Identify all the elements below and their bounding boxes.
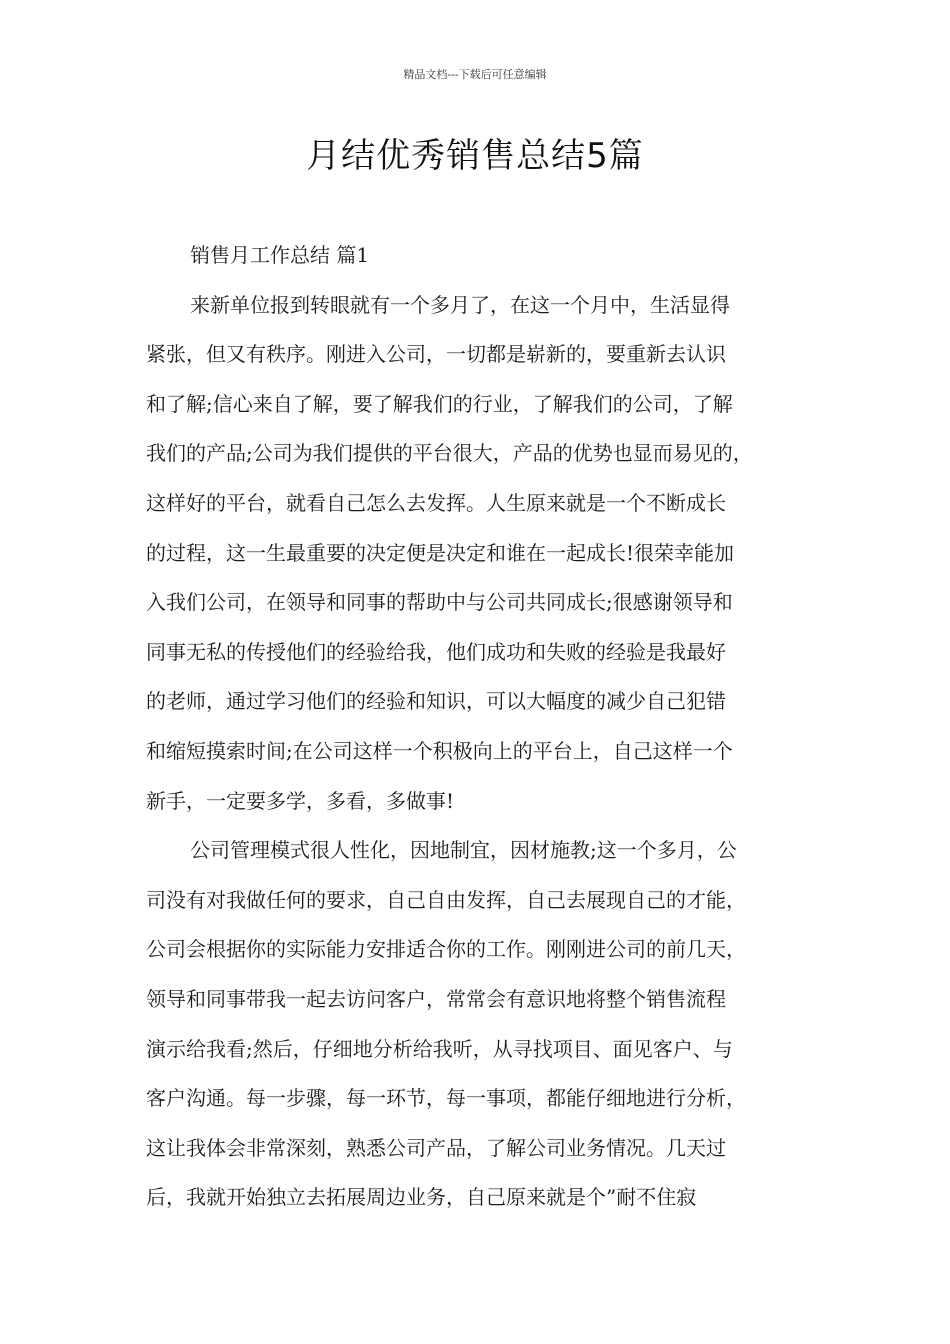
paragraph-line: 演示给我看;然后，仔细地分析给我听，从寻找项目、面见客户、与 <box>146 1036 733 1061</box>
paragraph-line: 新手，一定要多学，多看，多做事! <box>146 788 455 813</box>
paragraph-line: 领导和同事带我一起去访问客户，常常会有意识地将整个销售流程 <box>146 986 726 1011</box>
header-note: 精品文档---下载后可任意编辑 <box>403 68 547 81</box>
paragraph-2 <box>146 826 816 1223</box>
paragraph-line: 和了解;信心来自了解，要了解我们的行业，了解我们的公司，了解 <box>146 391 733 416</box>
paragraph-line: 入我们公司，在领导和同事的帮助中与公司共同成长;很感谢领导和 <box>146 590 733 615</box>
paragraph-line: 公司会根据你的实际能力安排适合你的工作。刚刚进公司的前几天， <box>146 937 746 962</box>
section-heading: 销售月工作总结 篇1 <box>190 243 370 267</box>
paragraph-line: 紧张，但又有秩序。刚进入公司，一切都是崭新的，要重新去认识 <box>146 342 726 367</box>
paragraph-line: 来新单位报到转眼就有一个多月了，在这一个月中，生活显得 <box>190 292 730 317</box>
paragraph-1 <box>146 281 816 827</box>
paragraph-line: 我们的产品;公司为我们提供的平台很大，产品的优势也显而易见的， <box>146 441 753 466</box>
paragraph-line: 公司管理模式很人性化，因地制宜，因材施教;这一个多月，公 <box>190 838 737 863</box>
paragraph-line: 同事无私的传授他们的经验给我，他们成功和失败的经验是我最好 <box>146 639 726 664</box>
document-title: 月结优秀销售总结5篇 <box>306 136 644 176</box>
paragraph-line: 司没有对我做任何的要求，自己自由发挥，自己去展现自己的才能， <box>146 887 746 912</box>
paragraph-line: 的过程，这一生最重要的决定便是决定和谁在一起成长!很荣幸能加 <box>146 540 735 565</box>
paragraph-line: 后，我就开始独立去拓展周边业务，自己原来就是个”耐不住寂 <box>146 1185 697 1210</box>
paragraph-line: 这让我体会非常深刻，熟悉公司产品，了解公司业务情况。几天过 <box>146 1135 726 1160</box>
paragraph-line: 客户沟通。每一步骤，每一环节，每一事项，都能仔细地进行分析， <box>146 1086 746 1111</box>
paragraph-line: 的老师，通过学习他们的经验和知识，可以大幅度的减少自己犯错 <box>146 689 726 714</box>
paragraph-line: 这样好的平台，就看自己怎么去发挥。人生原来就是一个不断成长 <box>146 490 726 515</box>
document-body <box>146 231 816 1223</box>
paragraph-line: 和缩短摸索时间;在公司这样一个积极向上的平台上，自己这样一个 <box>146 738 733 763</box>
